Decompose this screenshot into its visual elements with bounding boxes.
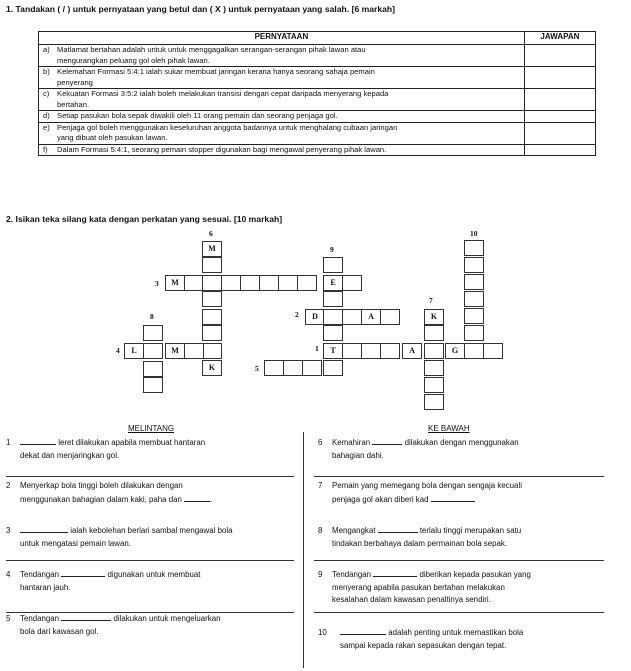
row-text: Dalam Formasi 5:4:1, seorang pemain stopper digunakan bagi mengawal penyerang pihak lawan.: [57, 144, 387, 154]
crossword-cell[interactable]: [323, 291, 343, 307]
clue-text: Tendangan: [332, 570, 372, 579]
crossword-number: 5: [255, 364, 259, 373]
row-label: f): [43, 144, 48, 154]
answer-blank[interactable]: [373, 568, 417, 577]
crossword-number: 8: [150, 312, 154, 321]
crossword-cell[interactable]: K: [202, 360, 222, 376]
crossword-cell[interactable]: [342, 275, 362, 291]
clue-text: dekat dan menjaringkan gol.: [20, 450, 120, 460]
crossword-cell[interactable]: [464, 240, 484, 256]
section-1-title: 1. Tandakan ( / ) untuk pernyataan yang betul dan ( X ) untuk pernyataan yang salah. [6 markah]: [6, 4, 396, 14]
clue-text: Tendangan: [20, 570, 60, 579]
clue-text: Tendangan: [20, 614, 60, 623]
crossword-cell[interactable]: D: [305, 309, 325, 325]
clue-number: 10: [318, 628, 327, 637]
clue-text: menyerang apabila pasukan bertahan melakukan: [332, 582, 505, 592]
clue-number: 1: [6, 438, 11, 447]
crossword-cell[interactable]: [464, 257, 484, 273]
answer-blank[interactable]: [340, 626, 386, 635]
crossword-cell[interactable]: [221, 275, 241, 291]
crossword-number: 7: [429, 296, 433, 305]
answer-blank[interactable]: [372, 436, 402, 445]
across-heading: MELINTANG: [128, 424, 175, 433]
crossword-cell[interactable]: [323, 360, 343, 376]
crossword-cell[interactable]: A: [361, 309, 381, 325]
crossword-cell[interactable]: E: [323, 275, 343, 291]
row-label: c): [43, 89, 50, 98]
clue-across-3: [6, 524, 233, 550]
clue-text: sampai kepada rakan sepasukan dengan tepat.: [340, 640, 507, 650]
row-label: d): [43, 111, 50, 120]
crossword-cell[interactable]: [464, 343, 484, 359]
clue-text: bola dari kawasan gol.: [20, 626, 99, 636]
row-text: yang dibuat oleh pasukan lawan.: [57, 133, 168, 142]
crossword-cell[interactable]: [342, 343, 362, 359]
answer-blank[interactable]: [61, 568, 105, 577]
clue-text: menggunakan bahagian dalam kaki, paha dan: [20, 494, 182, 504]
statement-header: PERNYATAAN: [39, 32, 525, 45]
row-text: penyerang: [57, 77, 93, 87]
clue-text: leret dilakukan apabila membuat hantaran: [58, 438, 206, 447]
crossword-cell[interactable]: [302, 360, 322, 376]
clue-text: tindakan berbahaya dalam permainan bola sepak.: [332, 538, 508, 548]
clue-text: dilakukan dengan menggunakan: [404, 438, 519, 447]
crossword-cell[interactable]: [202, 291, 222, 307]
divider: [6, 476, 294, 477]
statement-table: [38, 31, 596, 156]
row-label: b): [43, 67, 50, 76]
table-row: [39, 111, 596, 123]
crossword-cell[interactable]: K: [424, 309, 444, 325]
clue-text: untuk mengatasi pemain lawan.: [20, 538, 131, 548]
clue-number: 7: [318, 481, 323, 490]
clue-text: Mengangkat: [332, 526, 376, 535]
column-divider: [303, 432, 304, 668]
answer-cell[interactable]: [524, 67, 595, 89]
crossword-number: 9: [330, 245, 334, 254]
row-text: bertahan.: [57, 99, 90, 109]
crossword-cell[interactable]: [424, 360, 444, 376]
crossword-cell[interactable]: [464, 308, 484, 324]
row-text: Kekuatan Formasi 3:5:2 ialah boleh melakukan transisi dengan cepat daripada menyerang kepada: [57, 89, 389, 98]
crossword-cell[interactable]: [323, 257, 343, 273]
row-text: Setiap pasukan bola sepak diwakili oleh 11 orang pemain dan seorang penjaga gol.: [57, 111, 338, 120]
clue-text: .: [210, 494, 213, 504]
crossword-cell[interactable]: [424, 325, 444, 341]
answer-blank[interactable]: [184, 493, 213, 504]
answer-cell[interactable]: [524, 111, 595, 123]
clue-text: dilakukan untuk mengeluarkan: [113, 614, 221, 623]
row-text: mengurangkan peluang gol oleh pihak lawan.: [57, 55, 210, 65]
clue-across-5: [6, 612, 221, 638]
clue-text: ialah kebolehan berlari sambal mengawal bola: [70, 526, 233, 535]
clue-text: penjaga gol akan diberi kad: [332, 494, 429, 504]
crossword-number: 6: [209, 229, 213, 238]
divider: [314, 560, 604, 561]
crossword-cell[interactable]: T: [323, 343, 343, 359]
crossword-cell[interactable]: [424, 343, 444, 359]
crossword-cell[interactable]: [278, 275, 298, 291]
clue-text: adalah penting untuk memastikan bola: [388, 628, 524, 637]
clue-text: diberikan kepada pasukan yang: [419, 570, 531, 579]
crossword-cell[interactable]: [202, 275, 222, 291]
table-row: [39, 89, 596, 111]
crossword-cell[interactable]: [202, 309, 222, 325]
crossword-number: 1: [315, 344, 319, 353]
crossword-cell[interactable]: [464, 274, 484, 290]
crossword-cell[interactable]: [323, 309, 343, 325]
crossword-number: 10: [470, 229, 478, 238]
crossword-cell[interactable]: [143, 361, 163, 377]
crossword-cell[interactable]: [184, 275, 204, 291]
crossword-cell[interactable]: [259, 275, 279, 291]
crossword-cell[interactable]: [202, 325, 222, 341]
crossword-cell[interactable]: G: [445, 343, 465, 359]
clue-across-4: [6, 568, 200, 594]
clue-down-9: [318, 568, 531, 607]
clue-down-8: [318, 524, 521, 550]
crossword-cell[interactable]: [184, 343, 204, 359]
clue-text: kesalahan dalam kawasan penaltinya sendiri.: [332, 595, 491, 604]
crossword-cell[interactable]: [143, 325, 163, 341]
clue-number: 2: [6, 481, 11, 490]
crossword-cell[interactable]: [464, 291, 484, 307]
clue-text: terlalu tinggi merupakan satu: [419, 526, 522, 535]
crossword-cell[interactable]: [143, 377, 163, 393]
clue-across-2: [6, 480, 212, 506]
crossword-number: 3: [155, 279, 159, 288]
answer-blank[interactable]: [20, 524, 68, 533]
clue-text: hantaran jauh.: [20, 582, 71, 592]
answer-cell[interactable]: [524, 89, 595, 111]
clue-down-7: [318, 480, 522, 506]
crossword-cell[interactable]: [483, 343, 503, 359]
crossword-number: 4: [116, 346, 120, 355]
clue-text: Menyerkap bola tinggi boleh dilakukan dengan: [20, 481, 183, 490]
crossword-cell[interactable]: [240, 275, 260, 291]
clue-number: 9: [318, 570, 323, 579]
section-2-title: 2. Isikan teka silang kata dengan perkatan yang sesuai. [10 markah]: [6, 214, 283, 224]
row-text: Kelemahan Formasi 5:4:1 ialah sukar membuat jaringan kerana hanya seorang sahaja pemain: [57, 67, 375, 76]
row-text: Matlamat bertahan adalah untuk untuk menggagalkan serangan-serangan pihak lawan atau: [57, 45, 366, 54]
crossword-cell[interactable]: A: [402, 343, 422, 359]
table-row: [39, 122, 596, 144]
table-row: [39, 45, 596, 67]
answer-cell[interactable]: [524, 144, 595, 156]
down-heading: KE BAWAH: [428, 424, 470, 433]
crossword-cell[interactable]: [424, 394, 444, 410]
clue-text: digunakan untuk membuat: [107, 570, 201, 579]
crossword-number: 2: [295, 310, 299, 319]
clue-number: 6: [318, 438, 323, 447]
answer-blank[interactable]: [431, 493, 475, 502]
answer-blank[interactable]: [378, 524, 418, 533]
clue-number: 4: [6, 570, 11, 579]
crossword-cell[interactable]: [143, 343, 163, 359]
crossword-cell[interactable]: [464, 325, 484, 341]
row-label: a): [43, 45, 50, 54]
clue-number: 3: [6, 526, 11, 535]
clue-text: Kemahiran: [332, 438, 371, 447]
answer-blank[interactable]: [20, 436, 56, 445]
crossword-cell[interactable]: [202, 257, 222, 273]
crossword-cell[interactable]: L: [124, 343, 144, 359]
crossword-cell[interactable]: [264, 360, 284, 376]
answer-header: JAWAPAN: [524, 32, 595, 45]
crossword-cell[interactable]: [297, 275, 317, 291]
answer-cell[interactable]: [524, 45, 595, 67]
clue-text: Pemain yang memegang bola dengan sengaja kecuali: [332, 481, 522, 490]
crossword-cell[interactable]: [361, 343, 381, 359]
clue-down-10: [318, 626, 523, 652]
crossword-cell[interactable]: [424, 377, 444, 393]
crossword-cell[interactable]: [323, 325, 343, 341]
table-row: [39, 144, 596, 156]
crossword-cell[interactable]: M: [165, 275, 185, 291]
table-header-row: [39, 32, 596, 45]
clue-text: bahagian dahi.: [332, 450, 384, 460]
crossword-cell[interactable]: [380, 309, 400, 325]
crossword-cell[interactable]: [342, 309, 362, 325]
crossword-cell[interactable]: [202, 343, 222, 359]
crossword-cell[interactable]: M: [165, 343, 185, 359]
crossword-cell[interactable]: [380, 343, 400, 359]
answer-cell[interactable]: [524, 122, 595, 144]
divider: [6, 560, 294, 561]
crossword-cell[interactable]: M: [202, 241, 222, 257]
table-row: [39, 67, 596, 89]
clue-across-1: [6, 436, 205, 462]
divider: [314, 476, 604, 477]
clue-down-6: [318, 436, 519, 462]
crossword-cell[interactable]: [283, 360, 303, 376]
divider: [314, 612, 604, 613]
row-label: e): [43, 122, 50, 132]
clue-number: 8: [318, 526, 323, 535]
row-text: Penjaga gol boleh menggunakan keseluruhan anggota badannya untuk menghalang cubaan jaringan: [57, 122, 398, 132]
clue-number: 5: [6, 614, 11, 623]
answer-blank[interactable]: [61, 612, 111, 621]
